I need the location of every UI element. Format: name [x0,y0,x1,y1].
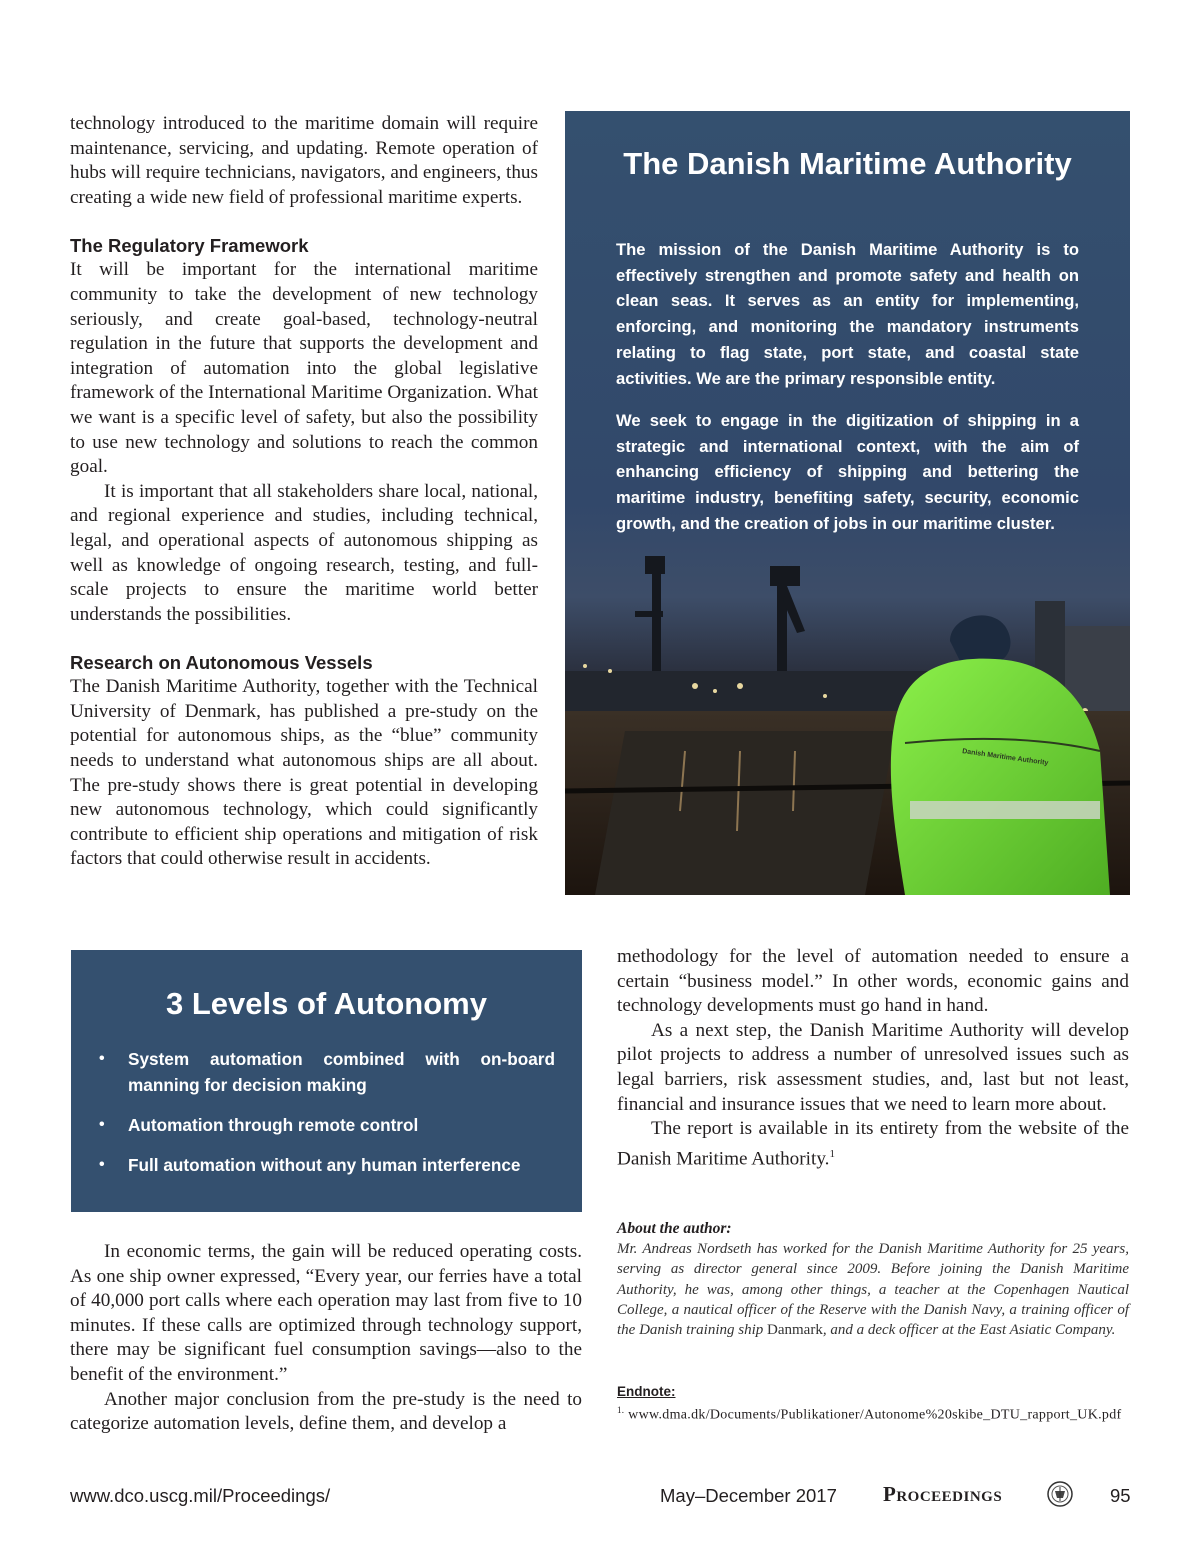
dma-sidebar-title: The Danish Maritime Authority [623,146,1072,181]
endnote-heading: Endnote: [617,1384,676,1399]
intro-paragraph: technology introduced to the maritime domain will require maintenance, servicing, and updating. Remote operation of hubs will require technicians, navigators, and engineers, thus creating a wide new field of professional maritime experts. [70,113,538,208]
economic-terms-paragraph: In economic terms, the gain will be reduced operating costs. As one ship owner expressed, “Every year, our ferries have a total of 40,000 port calls where each operation may last from five to 10 minutes. If these calls are optimized through technology support, there may be significant fuel consumption savings—also to the benefit of the environment.” [70,1241,582,1385]
report-paragraph: The report is available in its entirety from the website of the Danish Maritime Authority.$^1$ [617,1118,1129,1170]
dma-digitization-paragraph: We seek to engage in the digitization of shipping in a strategic and international context, with the aim of enhancing efficiency of shipping and bettering the maritime industry, benefiting safety, security, economic growth, and the creation of jobs in our maritime cluster. [616,411,1079,533]
list-item: • Full automation without any human interference [71,1152,582,1178]
page-number: 95 [1110,1485,1131,1506]
lower-right-text [617,945,1129,1172]
bullet-icon: • [99,1050,105,1067]
conclusion-paragraph: Another major conclusion from the pre-study is the need to categorize automation levels, define them, and develop a [70,1388,582,1435]
regulatory-paragraph-2: It is important that all stakeholders share local, national, and regional experience and studies, including technical, legal, and operational aspects of autonomous shipping as well as knowledge of ongoing research, testing, and full-scale projects to ensure the maritime world better understands the possibilities. [70,480,538,625]
author-bio: Mr. Andreas Nordseth has worked for the Danish Maritime Authority for 25 years, serving as director general since 2009. Before joining the Danish Maritime Authority, he was, among other things, a teacher at the Copenhagen Nautical College, a nautical officer of the Reserve with the Danish Navy, a training officer of the Danish training ship Danmark, and a deck officer at the East Asiatic Company. [617,1241,1129,1339]
methodology-paragraph: methodology for the level of automation needed to ensure a certain “business model.” In other words, economic gains and technology developments must go hand in hand. [617,946,1129,1017]
lower-left-text [70,1240,582,1437]
jacket-logo-text: Danish Maritime Authority [961,748,1049,768]
next-step-paragraph: As a next step, the Danish Maritime Authority will develop pilot projects to address a number of unresolved issues such as legal barriers, risk assessment studies, and, last but not least, financial and insurance issues that we need to learn more about. [617,1019,1129,1115]
dma-mission-paragraph: The mission of the Danish Maritime Authority is to effectively strengthen and promote safety and health on clean seas. It serves as an entity for implementing, enforcing, and monitoring the mandatory instruments relating to flag state, port state, and coastal state activities. We are the primary responsible entity. [616,240,1079,388]
about-author-block [617,1219,1129,1340]
footnote-marker: 1 [829,1147,835,1160]
autonomy-levels-list [71,1046,582,1192]
research-paragraph-1: The Danish Maritime Authority, together with the Technical University of Denmark, has published a pre-study on the potential for autonomous ships, as the “blue” community needs to understand what autonomous ships are all about. The pre-study shows there is great potential in developing new autonomous technology, which could significantly contribute to efficient ship operations and mitigation of risk factors that could otherwise result in accidents. [70,676,538,870]
autonomy-levels-title: 3 Levels of Autonomy [166,986,487,1021]
footer-publication-name: Proceedings [883,1482,1003,1506]
coast-guard-seal-icon [1047,1481,1073,1507]
autonomy-levels-box [71,950,582,1212]
footer-url[interactable]: www.dco.uscg.mil/Proceedings/ [70,1485,331,1506]
list-item: • Automation through remote control [71,1112,582,1138]
dma-sidebar [565,111,1130,895]
regulatory-paragraph-1: It will be important for the international maritime community to take the development of new technology seriously, and create goal-based, technology-neutral regulation in the future that supports the development and integration of automation into the global legislative framework of the International Maritime Organization. What we want is a specific level of safety, but also the possibility to use new technology and solutions to reach the common goal. [70,259,538,478]
footer-date: May–December 2017 [660,1485,837,1506]
regulatory-framework-heading: The Regulatory Framework [70,235,309,257]
bullet-icon: • [99,1156,105,1173]
bullet-icon: • [99,1116,105,1133]
research-heading: Research on Autonomous Vessels [70,652,373,674]
endnote-url[interactable]: $^{1.}$ www.dma.dk/Documents/Publikationer/Autonome%20skibe_DTU_rapport_UK.pdf [617,1405,1122,1423]
left-column-text [70,112,538,872]
endnote-block [617,1383,1129,1425]
about-author-heading: About the author: [617,1220,732,1237]
list-item: • System automation combined with on-board manning for decision making [71,1046,582,1098]
